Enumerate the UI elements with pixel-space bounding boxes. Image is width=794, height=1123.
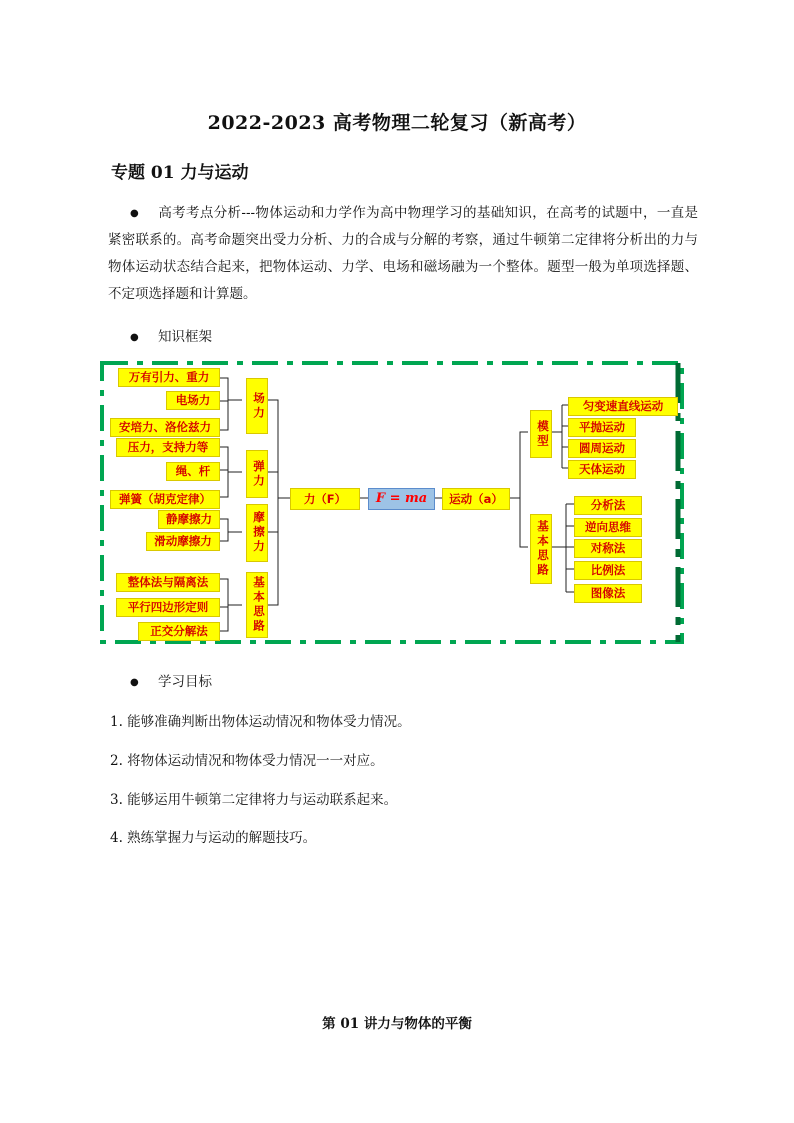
motion-node: 运动（a） bbox=[442, 488, 510, 510]
knowledge-framework-diagram bbox=[100, 360, 684, 645]
field-force-label: 场力 bbox=[246, 378, 268, 434]
model-uniform-acceleration: 匀变速直线运动 bbox=[568, 397, 678, 416]
method-whole-isolation: 整体法与隔离法 bbox=[116, 573, 220, 592]
newton-formula: F = ma bbox=[368, 488, 435, 510]
goals-label: 学习目标 bbox=[158, 674, 212, 690]
force-methods-label: 基本思路 bbox=[246, 572, 268, 638]
method-analysis: 分析法 bbox=[574, 496, 642, 515]
framework-label: 知识框架 bbox=[158, 329, 212, 345]
method-orthogonal: 正交分解法 bbox=[138, 622, 220, 641]
bullet-icon: ● bbox=[130, 208, 139, 219]
bullet-icon: ● bbox=[130, 332, 139, 343]
goal-item: 4. 熟练掌握力与运动的解题技巧。 bbox=[110, 830, 317, 846]
force-item-spring: 弹簧（胡克定律） bbox=[110, 490, 220, 509]
bullet-icon: ● bbox=[130, 677, 139, 688]
method-parallelogram: 平行四边形定则 bbox=[116, 598, 220, 617]
force-item-magnetic: 安培力、洛伦兹力 bbox=[110, 418, 220, 437]
method-reverse-thinking: 逆向思维 bbox=[574, 518, 642, 537]
model-celestial: 天体运动 bbox=[568, 460, 636, 479]
force-item-static-friction: 静摩擦力 bbox=[158, 510, 220, 529]
model-projectile: 平抛运动 bbox=[568, 418, 636, 437]
force-item-rope: 绳、杆 bbox=[166, 462, 220, 481]
goal-item: 1. 能够准确判断出物体运动情况和物体受力情况。 bbox=[110, 714, 411, 730]
framework-heading bbox=[108, 325, 212, 345]
method-graph: 图像法 bbox=[574, 584, 642, 603]
analysis-text: 高考考点分析---物体运动和力学作为高中物理学习的基础知识，在高考的试题中，一直是紧密联系的。高考命题突出受力分析、力的合成与分解的考察，通过牛顿第二定律将分析出的力与物体运动状态结合起来，把物体运动、力学、电场和磁场融为一个整体。题型一般为单项选择题、不定项选择题和计算题。 bbox=[108, 205, 698, 302]
force-item-sliding-friction: 滑动摩擦力 bbox=[146, 532, 220, 551]
goal-item: 3. 能够运用牛顿第二定律将力与运动联系起来。 bbox=[110, 792, 398, 808]
document-title: 2022-2023 高考物理二轮复习（新高考） bbox=[207, 112, 587, 134]
model-circular: 圆周运动 bbox=[568, 439, 636, 458]
analysis-paragraph bbox=[108, 200, 698, 308]
goal-item: 2. 将物体运动情况和物体受力情况一一对应。 bbox=[110, 753, 384, 769]
motion-methods-label: 基本思路 bbox=[530, 514, 552, 584]
method-symmetry: 对称法 bbox=[574, 539, 642, 558]
force-item-gravity: 万有引力、重力 bbox=[118, 368, 220, 387]
goals-heading bbox=[108, 670, 212, 690]
friction-label: 摩擦力 bbox=[246, 504, 268, 562]
method-proportion: 比例法 bbox=[574, 561, 642, 580]
topic-heading: 专题 01 力与运动 bbox=[111, 163, 249, 183]
force-node: 力（F） bbox=[290, 488, 360, 510]
section-heading: 第 01 讲力与物体的平衡 bbox=[322, 1016, 472, 1032]
model-label: 模型 bbox=[530, 410, 552, 458]
force-item-normal: 压力，支持力等 bbox=[116, 438, 220, 457]
elastic-force-label: 弹力 bbox=[246, 450, 268, 498]
force-item-electric: 电场力 bbox=[166, 391, 220, 410]
